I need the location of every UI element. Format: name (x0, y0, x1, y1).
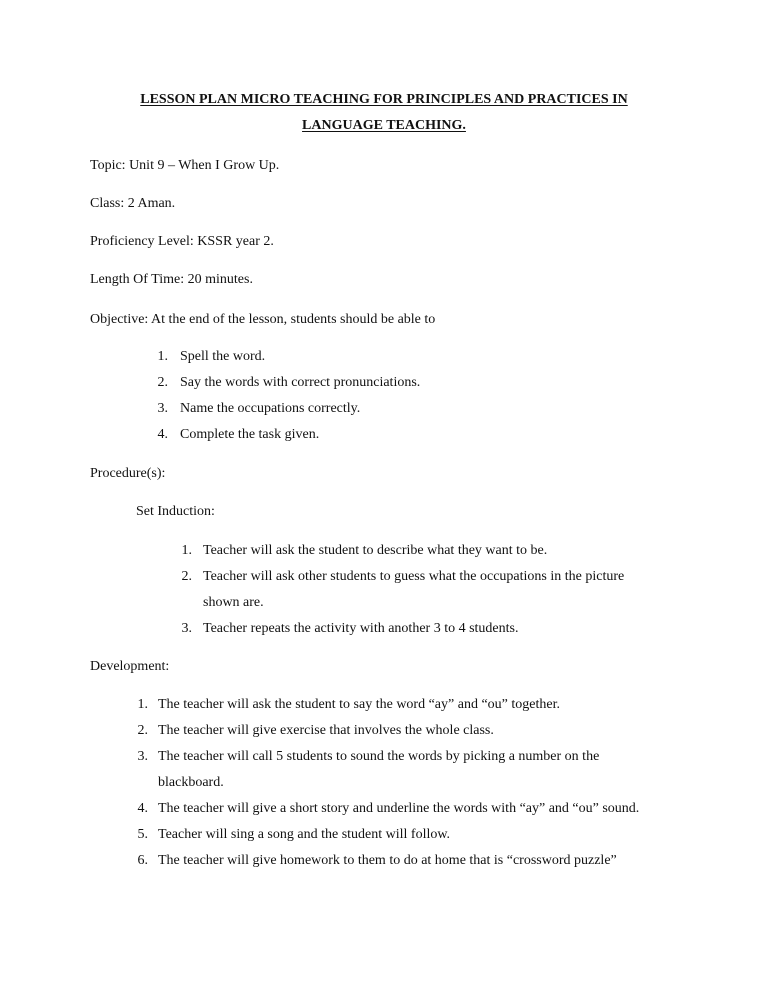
length-of-time-field: Length Of Time: 20 minutes. (90, 272, 253, 287)
development-item: The teacher will call 5 students to sound the words by picking a number on the (158, 749, 600, 764)
development-item-continuation: blackboard. (158, 775, 224, 790)
development-item: The teacher will ask the student to say the word “ay” and “ou” together. (158, 697, 560, 712)
development-item: Teacher will sing a song and the student will follow. (158, 827, 451, 842)
set-induction-item: Teacher will ask the student to describe what they want to be. (203, 543, 548, 558)
development-heading: Development: (90, 659, 170, 674)
topic-field: Topic: Unit 9 – When I Grow Up. (90, 158, 280, 173)
development-number: 3. (137, 749, 148, 764)
development-item: The teacher will give homework to them to do at home that is “crossword puzzle” (158, 853, 617, 868)
objective-number: 1. (157, 349, 168, 364)
development-number: 6. (137, 853, 148, 868)
objective-field: Objective: At the end of the lesson, students should be able to (90, 312, 436, 327)
objective-number: 4. (157, 427, 168, 442)
set-induction-item: Teacher will ask other students to guess what the occupations in the picture (203, 569, 625, 584)
development-item: The teacher will give a short story and underline the words with “ay” and “ou” sound. (158, 801, 640, 816)
set-induction-number: 1. (181, 543, 192, 558)
development-number: 4. (137, 801, 148, 816)
document-title-line-2: LANGUAGE TEACHING. (302, 118, 466, 133)
class-field: Class: 2 Aman. (90, 196, 176, 211)
proficiency-field: Proficiency Level: KSSR year 2. (90, 234, 274, 249)
development-number: 5. (137, 827, 148, 842)
set-induction-number: 2. (181, 569, 192, 584)
development-number: 1. (137, 697, 148, 712)
procedure-heading: Procedure(s): (90, 466, 166, 481)
objective-item: Say the words with correct pronunciations. (180, 375, 421, 390)
set-induction-heading: Set Induction: (136, 504, 215, 519)
objective-item: Name the occupations correctly. (180, 401, 361, 416)
document-title-line-1: LESSON PLAN MICRO TEACHING FOR PRINCIPLES AND PRACTICES IN (140, 92, 628, 107)
objective-item: Spell the word. (180, 349, 266, 364)
development-item: The teacher will give exercise that involves the whole class. (158, 723, 494, 738)
objective-number: 3. (157, 401, 168, 416)
objective-number: 2. (157, 375, 168, 390)
set-induction-item-continuation: shown are. (203, 595, 264, 610)
development-number: 2. (137, 723, 148, 738)
set-induction-number: 3. (181, 621, 192, 636)
set-induction-item: Teacher repeats the activity with another 3 to 4 students. (203, 621, 519, 636)
objective-item: Complete the task given. (180, 427, 320, 442)
